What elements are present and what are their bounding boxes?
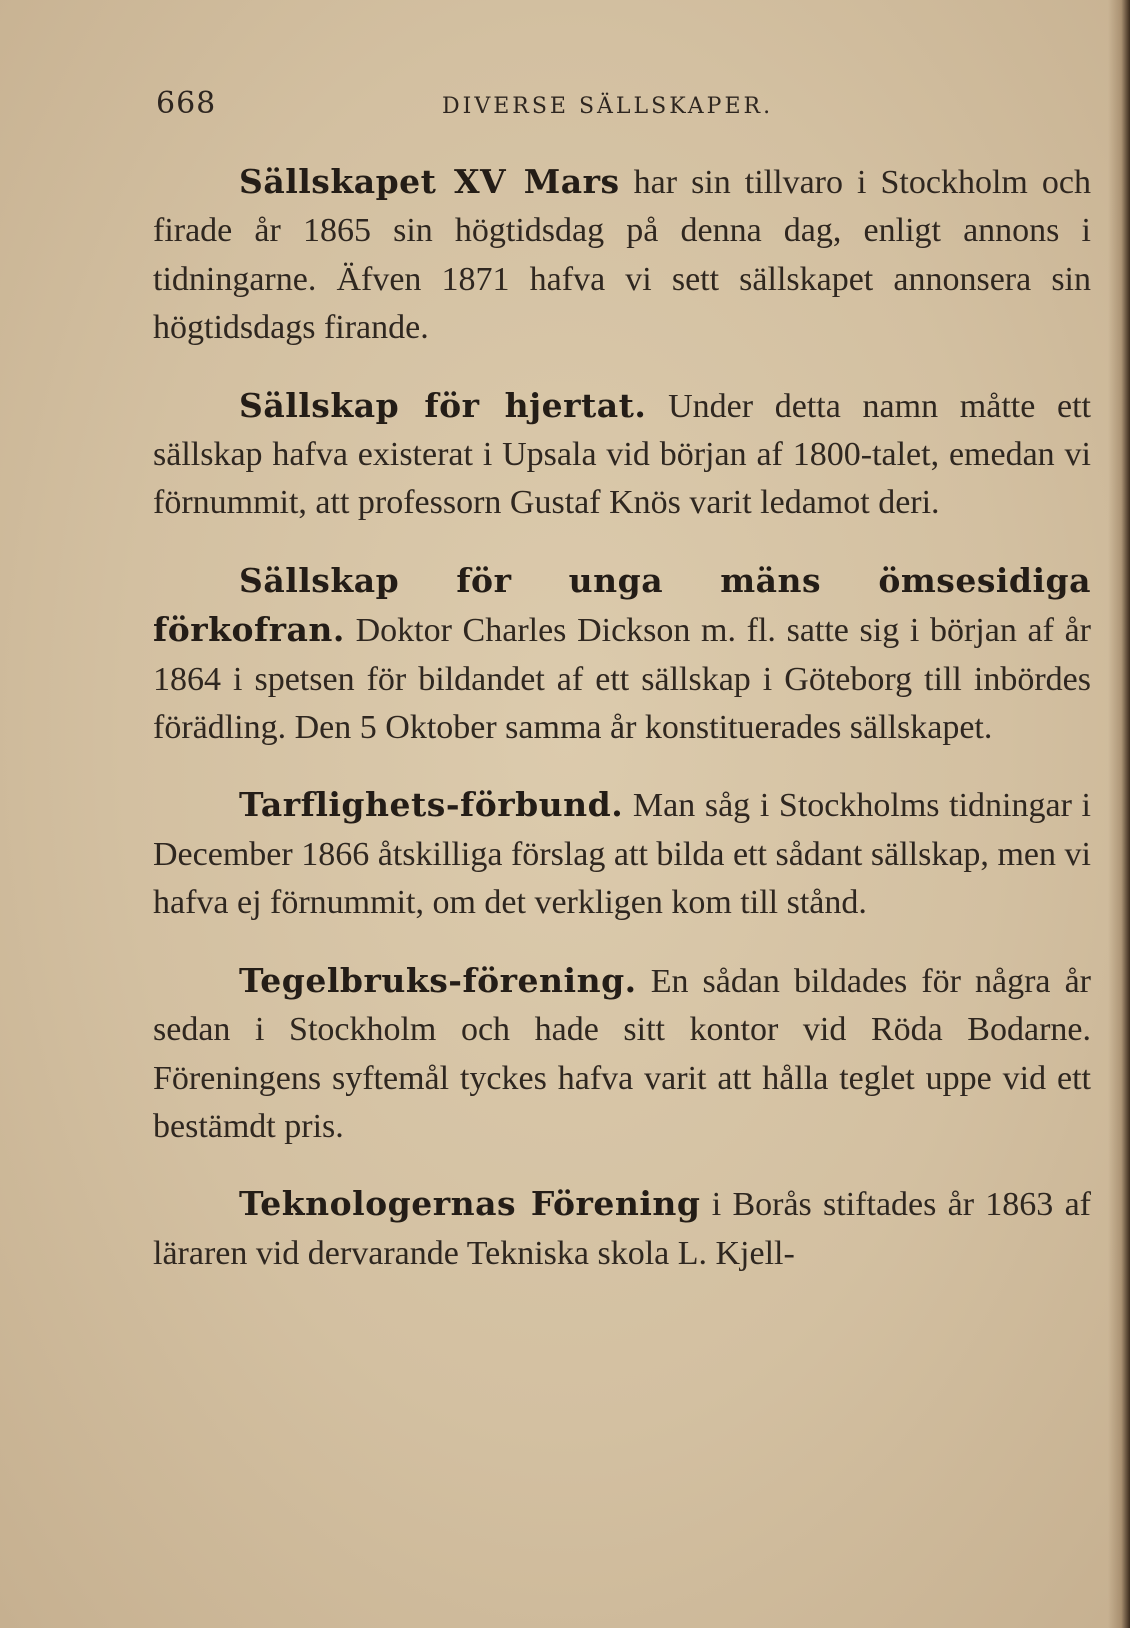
page-number: 668: [156, 86, 217, 121]
page-header: [156, 86, 1086, 126]
entry-text: har sin tillvaro i Stockholm och firade år 1865 sin högtidsdag på denna dag, enligt annons i tidningarne. Äfven 1871 hafva vi sett sällskapet annonsera sin högtidsdags firande.: [153, 164, 1091, 347]
entry-text: Under detta namn måtte ett sällskap hafva existerat i Upsala vid början af 1800-talet, emedan vi förnummit, att professorn Gustaf Knös varit ledamot deri.: [153, 387, 1091, 522]
entry-term: Tegelbruks-förening.: [239, 960, 637, 1000]
entry-term: Sällskap för hjertat.: [239, 385, 647, 425]
entry-sallskapet-xv-mars: [153, 158, 1091, 353]
entry-text: i Borås stiftades år 1863 af läraren vid dervarande Tekniska skola L. Kjell-: [153, 1186, 1091, 1272]
entry-text: Man såg i Stockholms tidningar i December 1866 åtskilliga förslag att bilda ett sådant sällskap, men vi hafva ej förnummit, om det verkligen kom till stånd.: [153, 787, 1091, 922]
entry-tegelbruks-forening: [153, 957, 1091, 1152]
body-text: [153, 158, 1091, 1278]
entry-sallskap-for-hjertat: [153, 382, 1091, 528]
entry-term: Tarflighets-förbund.: [239, 785, 624, 825]
entry-sallskap-for-unga-mans: [153, 557, 1091, 753]
entry-term: Teknologernas Förening: [239, 1184, 701, 1224]
entry-teknologernas-forening: [153, 1180, 1091, 1278]
entry-text: En sådan bildades för några år sedan i Stockholm och hade sitt kontor vid Röda Bodarne. Föreningens syftemål tyckes hafva varit att hålla teglet uppe vid ett bestämdt pris.: [153, 962, 1091, 1145]
entry-text: Doktor Charles Dickson m. fl. satte sig i början af år 1864 i spetsen för bildandet af ett sällskap i Göteborg till inbördes förädling. Den 5 Oktober samma år konstituerades sällskapet.: [153, 612, 1091, 747]
running-title: DIVERSE SÄLLSKAPER.: [442, 94, 774, 119]
page-edge-shadow: [1108, 0, 1130, 1628]
entry-term: Sällskapet XV Mars: [239, 162, 620, 201]
entry-tarflighets-forbund: [153, 781, 1091, 927]
entry-term: Sällskap för unga mäns ömsesidiga förkofran.: [153, 560, 1091, 650]
